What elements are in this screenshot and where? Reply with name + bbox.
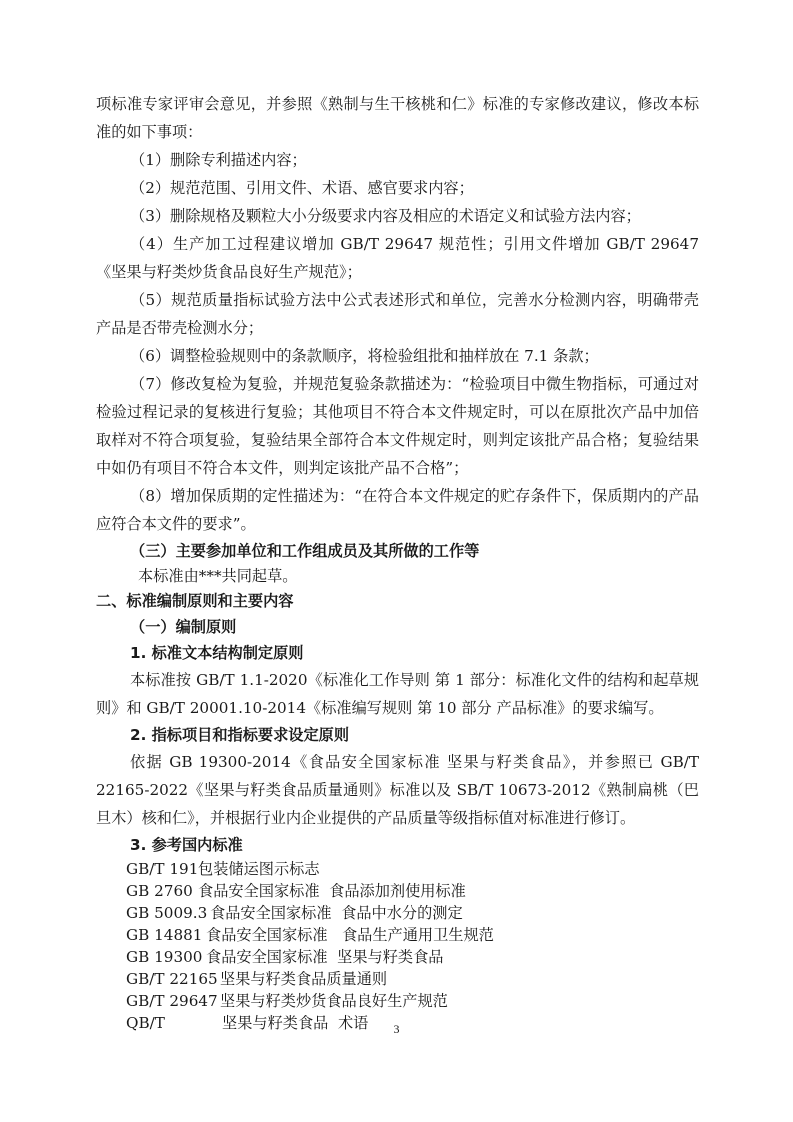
page-number: 3 [393, 1022, 400, 1036]
principles-heading: （一）编制原则 [130, 618, 237, 636]
list-item: （7）修改复检为复验，并规范复验条款描述为：“检验项目中微生物指标，可通过对检验过程记录的复核进行复验；其他项目不符合本文件规定时，可以在原批次产品中加倍取样对不符合项复验，复验结果全部符合本文件规定时，则判定该批产品合格；复验结果中如仍有项目不符合本文件，则判定该批产品不合格”； [96, 375, 699, 477]
reference-row [126, 902, 699, 924]
reference-title: 食品安全国家标准 食品中水分的测定 [210, 904, 463, 922]
section-two-heading: 二、标准编制原则和主要内容 [96, 592, 294, 610]
structure-principle-heading: 1. 标准文本结构制定原则 [130, 644, 304, 662]
reference-code: GB 2760 [126, 882, 193, 900]
reference-row [126, 990, 699, 1012]
reference-title: 包装储运图示标志 [198, 860, 320, 878]
reference-code: GB 14881 [126, 926, 203, 944]
reference-code: GB/T 22165 [126, 970, 218, 988]
list-item: （1）删除专利描述内容； [130, 151, 307, 169]
list-item: （5）规范质量指标试验方法中公式表述形式和单位，完善水分检测内容，明确带壳产品是否带壳检测水分； [96, 291, 699, 337]
reference-row [126, 880, 699, 902]
reference-title: 坚果与籽类食品质量通则 [220, 970, 388, 988]
reference-row [126, 946, 699, 968]
reference-row [126, 924, 699, 946]
structure-principle-text: 本标准按 GB/T 1.1-2020《标准化工作导则 第 1 部分：标准化文件的结构和起草规则》和 GB/T 20001.10-2014《标准编写规则 第 10 部分 产品标准》的要求编写。 [96, 671, 699, 717]
indicator-principle-text: 依据 GB 19300-2014《食品安全国家标准 坚果与籽类食品》，并参照已 GB/T 22165-2022《坚果与籽类食品质量通则》标准以及 SB/T 10673-2012《熟制扁桃（巴旦木）核和仁》，并根据行业内企业提供的产品质量等级指标值对标准进行修订。 [96, 753, 699, 827]
section-3-text: 本标准由***共同起草。 [138, 567, 298, 585]
page-content [96, 90, 699, 1034]
list-item: （6）调整检验规则中的条款顺序，将检验组批和抽样放在 7.1 条款； [130, 347, 599, 365]
reference-list [96, 858, 699, 1034]
section-3-heading: （三）主要参加单位和工作组成员及其所做的工作等 [130, 542, 480, 560]
list-item: （4）生产加工过程建议增加 GB/T 29647 规范性；引用文件增加 GB/T 29647《坚果与籽类炒货食品良好生产规范》； [96, 235, 699, 281]
list-item: （2）规范范围、引用文件、术语、感官要求内容； [130, 179, 474, 197]
indicator-principle-heading: 2. 指标项目和指标要求设定原则 [130, 726, 350, 744]
reference-code: GB/T 29647 [126, 992, 218, 1010]
reference-title: 坚果与籽类食品 术语 [222, 1014, 369, 1032]
list-item: （8）增加保质期的定性描述为：“在符合本文件规定的贮存条件下，保质期内的产品应符合本文件的要求”。 [96, 487, 699, 533]
list-item: （3）删除规格及颗粒大小分级要求内容及相应的术语定义和试验方法内容； [130, 207, 641, 225]
reference-code: GB 5009.3 [126, 904, 208, 922]
references-heading: 3. 参考国内标准 [130, 836, 243, 854]
reference-title: 食品安全国家标准 食品生产通用卫生规范 [206, 926, 494, 944]
reference-title: 食品安全国家标准 食品添加剂使用标准 [198, 882, 466, 900]
reference-code: GB 19300 [126, 948, 203, 966]
reference-row [126, 968, 699, 990]
reference-code: QB/T [126, 1014, 165, 1032]
reference-title: 食品安全国家标准 坚果与籽类食品 [206, 948, 444, 966]
reference-row [126, 858, 699, 880]
reference-code: GB/T 191 [126, 860, 199, 878]
reference-title: 坚果与籽类炒货食品良好生产规范 [220, 992, 448, 1010]
intro-paragraph: 项标准专家评审会意见，并参照《熟制与生干核桃和仁》标准的专家修改建议，修改本标准的如下事项： [96, 95, 699, 141]
